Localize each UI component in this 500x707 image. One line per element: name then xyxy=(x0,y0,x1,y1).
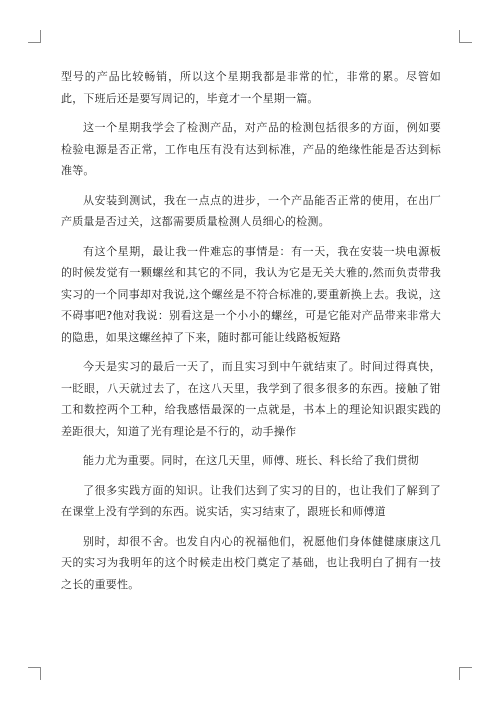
paragraph: 有这个星期，最让我一件难忘的事情是：有一天，我在安装一块电源板的时候发觉有一颗螺丝和其它的不同，我认为它是无关大雅的,然而负责带我实习的一个同事却对我说,这个螺丝是不符合标准的,要重新换上去。我说，这不碍事吧?他对我说：别看这是一个小小的螺丝，可是它能对产品带来非常大的隐患，如果这螺丝掉了下来，随时都可能让线路板短路 xyxy=(61,244,441,344)
paragraph: 从安装到测试，我在一点点的进步，一个产品能否正常的使用，在出厂产质量是否过关，这都需要质量检测人员细心的检测。 xyxy=(61,193,441,228)
paragraph: 能力尤为重要。同时，在这几天里，师傅、班长、科长给了我们贯彻 xyxy=(83,454,419,467)
paragraph: 型号的产品比较畅销，所以这个星期我都是非常的忙，非常的累。尽管如此，下班后还是要写周记的，毕竟才一个星期一篇。 xyxy=(61,70,441,105)
document-body xyxy=(61,66,441,603)
paragraph: 别时，却很不舍。也发自内心的祝福他们，祝愿他们身体健健康康这几天的实习为我明年的这个时候走出校门奠定了基础，也让我明白了拥有一技之长的重要性。 xyxy=(61,534,441,591)
crop-mark-top-right xyxy=(459,30,472,43)
crop-mark-top-left xyxy=(28,30,41,43)
paragraph: 这一个星期我学会了检测产品，对产品的检测包括很多的方面，例如要检验电源是否正常，工作电压有没有达到标准，产品的绝缘性能是否达到标准等。 xyxy=(61,121,441,177)
paragraph: 了很多实践方面的知识。让我们达到了实习的目的，也让我们了解到了在课堂上没有学到的东西。说实话，实习结束了，跟班长和师傅道 xyxy=(61,483,441,518)
crop-mark-bottom-left xyxy=(28,667,41,680)
paragraph: 今天是实习的最后一天了，而且实习到中午就结束了。时间过得真快，一眨眼，八天就过去了，在这八天里，我学到了很多很多的东西。接触了钳工和数控两个工种，给我感悟最深的一点就是，书本上的理论知识跟实践的差距很大，知道了光有理论是不行的，动手操作 xyxy=(61,360,441,438)
crop-mark-bottom-right xyxy=(459,667,472,680)
